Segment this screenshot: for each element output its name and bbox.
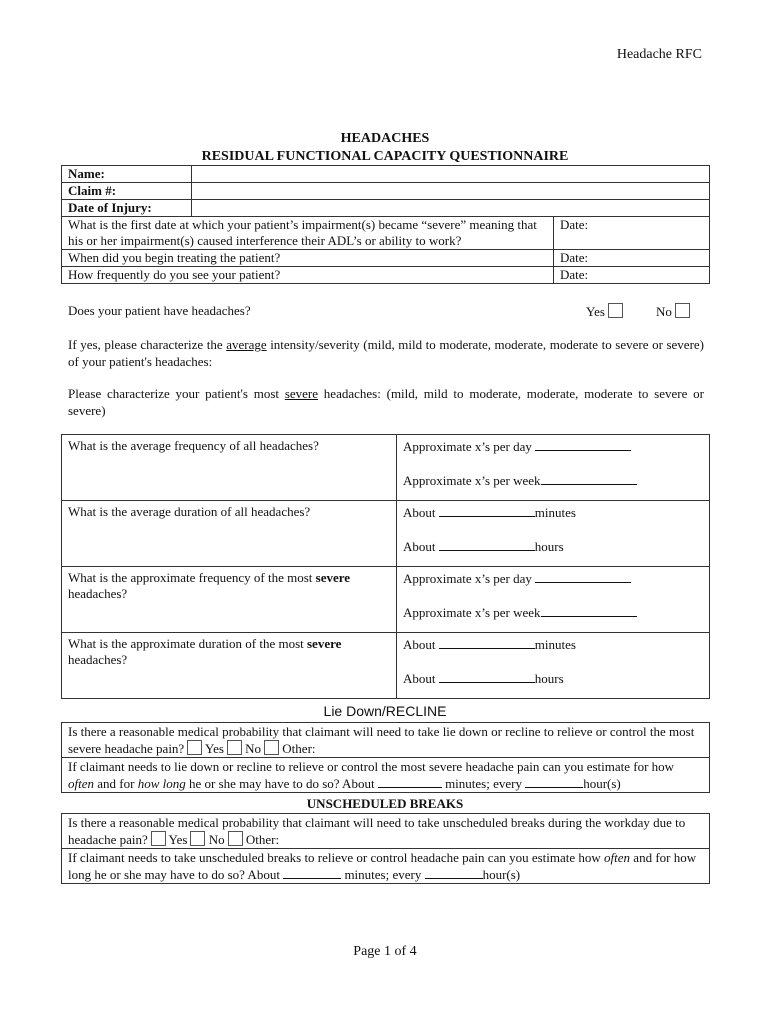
date-label: Date: (560, 250, 589, 265)
yes-checkbox[interactable] (187, 740, 202, 755)
have-headaches-question: Does your patient have headaches? (68, 303, 251, 318)
severe-frequency-answers: Approximate x’s per day Approximate x’s per week (397, 567, 710, 633)
severe-emphasis: severe (284, 386, 319, 401)
date-label: Date: (560, 267, 589, 282)
page-number: Page 1 of 4 (353, 944, 417, 959)
begin-treating-question: When did you begin treating the patient? (62, 250, 554, 267)
no-checkbox[interactable] (227, 740, 242, 755)
hours-blank[interactable] (525, 775, 583, 788)
date-of-injury-label: Date of Injury: (62, 200, 192, 217)
avg-duration-question: What is the average duration of all headaches? (62, 501, 397, 567)
severe-duration-question: What is the approximate duration of the most severe headaches? (62, 633, 397, 699)
table-row (62, 758, 710, 793)
per-day-blank[interactable] (535, 570, 631, 583)
unscheduled-heading: UNSCHEDULED BREAKS (306, 796, 464, 811)
other-checkbox[interactable] (228, 831, 243, 846)
minutes-blank[interactable] (439, 504, 535, 517)
unscheduled-question: Is there a reasonable medical probability that claimant will need to take unscheduled breaks during the workday due to headache pain? Yes No Other: (62, 814, 710, 849)
have-headaches-yes[interactable] (586, 303, 623, 320)
no-label: No (208, 832, 225, 847)
per-week-blank[interactable] (541, 472, 637, 485)
no-label: No (656, 304, 672, 319)
begin-treating-date-field[interactable] (554, 250, 710, 267)
have-headaches-no[interactable] (656, 303, 690, 320)
header-doc-label: Headache RFC (616, 47, 702, 62)
unscheduled-estimate: If claimant needs to take unscheduled breaks to relieve or control headache pain can you estimate how often and for how long he or she may have to do so? About minutes; every hour(s) (62, 849, 710, 884)
yes-label: Yes (168, 832, 188, 847)
no-checkbox[interactable] (675, 303, 690, 318)
no-checkbox[interactable] (190, 831, 205, 846)
lie-down-heading: Lie Down/RECLINE (323, 703, 447, 719)
see-frequency-question: How frequently do you see your patient? (62, 267, 554, 284)
severe-frequency-question: What is the approximate frequency of the most severe headaches? (62, 567, 397, 633)
table-row (62, 633, 710, 699)
date-of-injury-field[interactable] (192, 200, 710, 217)
lie-down-table (61, 722, 710, 793)
table-row (62, 814, 710, 849)
claim-field[interactable] (192, 183, 710, 200)
minutes-blank[interactable] (283, 866, 341, 879)
unscheduled-table (61, 813, 710, 884)
other-label: Other: (245, 832, 280, 847)
average-emphasis: average (226, 337, 267, 352)
patient-info-table (61, 165, 710, 284)
table-row (62, 849, 710, 884)
avg-frequency-answers: Approximate x’s per day Approximate x’s per week (397, 435, 710, 501)
name-field[interactable] (192, 166, 710, 183)
severe-duration-answers: About minutes About hours (397, 633, 710, 699)
table-row (62, 567, 710, 633)
yes-checkbox[interactable] (151, 831, 166, 846)
hours-blank[interactable] (425, 866, 483, 879)
other-label: Other: (282, 741, 316, 756)
date-label: Date: (560, 217, 589, 232)
see-frequency-date-field[interactable] (554, 267, 710, 284)
avg-frequency-question: What is the average frequency of all headaches? (62, 435, 397, 501)
per-week-blank[interactable] (541, 604, 637, 617)
yes-label: Yes (204, 741, 224, 756)
frequency-duration-table (61, 434, 710, 699)
no-label: No (245, 741, 262, 756)
table-row (62, 435, 710, 501)
table-row (62, 501, 710, 567)
name-label: Name: (62, 166, 192, 183)
minutes-blank[interactable] (439, 636, 535, 649)
table-row (62, 723, 710, 758)
form-title: HEADACHES (340, 131, 430, 146)
yes-checkbox[interactable] (608, 303, 623, 318)
severe-intensity-prompt: Please characterize your patient's most severe headaches: (mild, mild to moderate, moderate, moderate to severe or severe) (68, 386, 704, 418)
form-subtitle: RESIDUAL FUNCTIONAL CAPACITY QUESTIONNAIRE (201, 149, 569, 164)
claim-label: Claim #: (62, 183, 192, 200)
severe-date-question: What is the first date at which your patient’s impairment(s) became “severe” meaning that his or her impairment(s) caused interference their ADL’s or ability to work? (62, 217, 554, 250)
avg-duration-answers: About minutes About hours (397, 501, 710, 567)
severe-date-field[interactable] (554, 217, 710, 250)
average-intensity-prompt: If yes, please characterize the average intensity/severity (mild, mild to moderate, moderate, moderate to severe or severe) of your patient's headaches: (68, 337, 704, 369)
minutes-blank[interactable] (378, 775, 442, 788)
lie-down-question: Is there a reasonable medical probability that claimant will need to take lie down or recline to relieve or control the most severe headache pain? Yes No Other: (62, 723, 710, 758)
hours-blank[interactable] (439, 538, 535, 551)
other-checkbox[interactable] (264, 740, 279, 755)
per-day-blank[interactable] (535, 438, 631, 451)
hours-blank[interactable] (439, 670, 535, 683)
yes-label: Yes (586, 304, 605, 319)
lie-down-estimate: If claimant needs to lie down or recline to relieve or control the most severe headache pain can you estimate for how often and for how long he or she may have to do so? About minutes; every hour(s) (62, 758, 710, 793)
